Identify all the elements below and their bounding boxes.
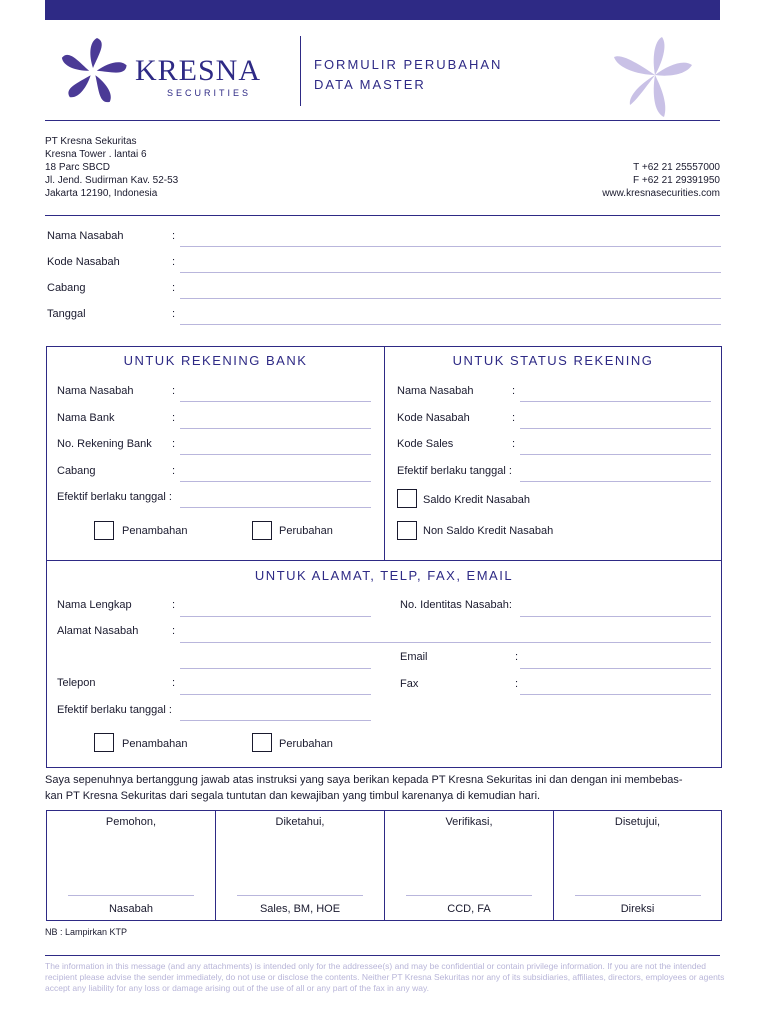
signature-pemohon-line[interactable]: [68, 895, 194, 896]
header-divider: [300, 36, 301, 106]
colon: :: [512, 385, 516, 397]
address-line: Kresna Tower . lantai 6: [45, 149, 147, 160]
header-rule: [45, 120, 720, 121]
label-no-rekening: No. Rekening Bank: [57, 438, 152, 450]
alamat-section: [46, 560, 722, 768]
nb-note: NB : Lampirkan KTP: [45, 927, 128, 937]
brand-name: KRESNA: [135, 54, 262, 87]
document-title: [314, 55, 502, 95]
signature-pemohon-role: Nasabah: [108, 903, 154, 915]
document-title-line2: DATA MASTER: [314, 77, 426, 92]
disclaimer-text: The information in this message (and any attachments) is intended only for the addressee(s) and may be confidential or contain privilege information. If you are not the intended recipient please advise the sender immediately, do not use or disclose the contents. Neither PT Kresna Sekuritas nor any of its subsidiaries, affiliates, directors, employees or agents accept any liability for any loss or damage arising out of the use of all or any part of the fax in any way.: [45, 961, 725, 993]
input-fax[interactable]: [520, 694, 711, 695]
address-line: Jl. Jend. Sudirman Kav. 52-53: [45, 175, 179, 186]
label-tanggal: Tanggal: [47, 308, 86, 320]
signature-disetujui-line[interactable]: [575, 895, 701, 896]
section-divider: [384, 346, 385, 561]
status-section-title: UNTUK STATUS REKENING: [452, 353, 654, 368]
input-nama-lengkap[interactable]: [180, 616, 371, 617]
input-nama-nasabah[interactable]: [180, 246, 721, 247]
checkbox-bank-penambahan[interactable]: [94, 521, 114, 540]
checkbox-alamat-perubahan[interactable]: [252, 733, 272, 752]
top-color-bar: [45, 0, 720, 20]
input-alamat-efektif[interactable]: [180, 720, 371, 721]
contact-website: www.kresnasecurities.com: [602, 188, 720, 199]
label-kode-sales: Kode Sales: [397, 438, 454, 450]
kresna-logo: [55, 36, 270, 108]
colon: :: [512, 412, 516, 424]
colon: :: [172, 599, 176, 611]
label-alamat-efektif: Efektif berlaku tanggal :: [57, 704, 172, 716]
statement-line2: kan PT Kresna Sekuritas dari segala tuntutan dan kewajiban yang timbul karenanya di kemudian hari.: [45, 790, 541, 802]
signature-disetujui-role: Direksi: [620, 903, 655, 915]
input-status-efektif[interactable]: [520, 481, 711, 482]
checkbox-bank-perubahan[interactable]: [252, 521, 272, 540]
input-email[interactable]: [520, 668, 711, 669]
label-nama-lengkap: Nama Lengkap: [57, 599, 132, 611]
colon: :: [172, 465, 176, 477]
input-alamat-line1[interactable]: [180, 642, 711, 643]
signature-verifikasi-role: CCD, FA: [447, 903, 491, 915]
label-fax: Fax: [400, 678, 419, 690]
signature-verifikasi-title: Verifikasi,: [445, 816, 493, 828]
colon: :: [172, 308, 176, 320]
signature-disetujui-title: Disetujui,: [614, 816, 661, 828]
signature-verifikasi-line[interactable]: [406, 895, 532, 896]
label-bank-perubahan: Perubahan: [279, 525, 333, 537]
label-saldo-kredit: Saldo Kredit Nasabah: [423, 494, 531, 506]
input-bank-nama-nasabah[interactable]: [180, 401, 371, 402]
colon: :: [172, 625, 176, 637]
label-alamat-perubahan: Perubahan: [279, 738, 333, 750]
colon: :: [172, 385, 176, 397]
input-bank-efektif[interactable]: [180, 507, 371, 508]
input-tanggal[interactable]: [180, 324, 721, 325]
address-line: PT Kresna Sekuritas: [45, 136, 137, 147]
label-bank-nama-nasabah: Nama Nasabah: [57, 385, 134, 397]
signature-diketahui-title: Diketahui,: [275, 816, 325, 828]
label-alamat-penambahan: Penambahan: [122, 738, 188, 750]
statement-line1: Saya sepenuhnya bertanggung jawab atas instruksi yang saya berikan kepada PT Kresna Sekuritas ini dan dengan ini membebas-: [45, 774, 683, 786]
colon: :: [512, 438, 516, 450]
label-telepon: Telepon: [57, 677, 96, 689]
input-bank-cabang[interactable]: [180, 481, 371, 482]
label-status-kode-nasabah: Kode Nasabah: [397, 412, 470, 424]
input-status-kode-nasabah[interactable]: [520, 428, 711, 429]
input-cabang[interactable]: [180, 298, 721, 299]
checkbox-non-saldo-kredit[interactable]: [397, 521, 417, 540]
input-alamat-line2[interactable]: [180, 668, 371, 669]
label-nama-bank: Nama Bank: [57, 412, 115, 424]
input-telepon[interactable]: [180, 694, 371, 695]
label-cabang: Cabang: [47, 282, 86, 294]
input-kode-sales[interactable]: [520, 454, 711, 455]
address-line: 18 Parc SBCD: [45, 162, 111, 173]
colon: :: [172, 412, 176, 424]
colon: :: [172, 230, 176, 242]
company-address: [45, 135, 178, 200]
input-nama-bank[interactable]: [180, 428, 371, 429]
colon: :: [172, 677, 176, 689]
address-line: Jakarta 12190, Indonesia: [45, 188, 158, 199]
input-no-rekening[interactable]: [180, 454, 371, 455]
alamat-section-title: UNTUK ALAMAT, TELP, FAX, EMAIL: [254, 568, 514, 583]
signature-pemohon-title: Pemohon,: [105, 816, 157, 828]
colon: :: [515, 678, 519, 690]
pinwheel-logo-icon: [55, 36, 131, 108]
bank-section-title: UNTUK REKENING BANK: [123, 353, 308, 368]
input-status-nama-nasabah[interactable]: [520, 401, 711, 402]
label-bank-efektif: Efektif berlaku tanggal :: [57, 491, 172, 503]
signature-diketahui-role: Sales, BM, HOE: [259, 903, 341, 915]
checkbox-alamat-penambahan[interactable]: [94, 733, 114, 752]
signature-diketahui-line[interactable]: [237, 895, 363, 896]
label-bank-cabang: Cabang: [57, 465, 96, 477]
footer-rule: [45, 955, 720, 956]
label-non-saldo-kredit: Non Saldo Kredit Nasabah: [423, 525, 554, 537]
responsibility-statement: [45, 772, 725, 804]
label-bank-penambahan: Penambahan: [122, 525, 188, 537]
checkbox-saldo-kredit[interactable]: [397, 489, 417, 508]
label-alamat-nasabah: Alamat Nasabah: [57, 625, 139, 637]
colon: :: [172, 438, 176, 450]
colon: :: [172, 256, 176, 268]
label-status-efektif: Efektif berlaku tanggal :: [397, 465, 512, 477]
contact-fax: F +62 21 29391950: [632, 175, 720, 186]
decorative-flower-icon: [610, 35, 700, 120]
document-title-line1: FORMULIR PERUBAHAN: [314, 57, 503, 72]
company-contact: [602, 161, 720, 200]
label-nama-nasabah: Nama Nasabah: [47, 230, 124, 242]
input-kode-nasabah[interactable]: [180, 272, 721, 273]
colon: :: [172, 282, 176, 294]
label-email: Email: [400, 651, 428, 663]
label-status-nama-nasabah: Nama Nasabah: [397, 385, 474, 397]
contact-phone: T +62 21 25557000: [633, 162, 720, 173]
address-rule: [45, 215, 720, 216]
label-kode-nasabah: Kode Nasabah: [47, 256, 120, 268]
brand-subtitle: SECURITIES: [167, 88, 252, 98]
label-no-identitas: No. Identitas Nasabah:: [400, 599, 512, 611]
input-no-identitas[interactable]: [520, 616, 711, 617]
colon: :: [515, 651, 519, 663]
